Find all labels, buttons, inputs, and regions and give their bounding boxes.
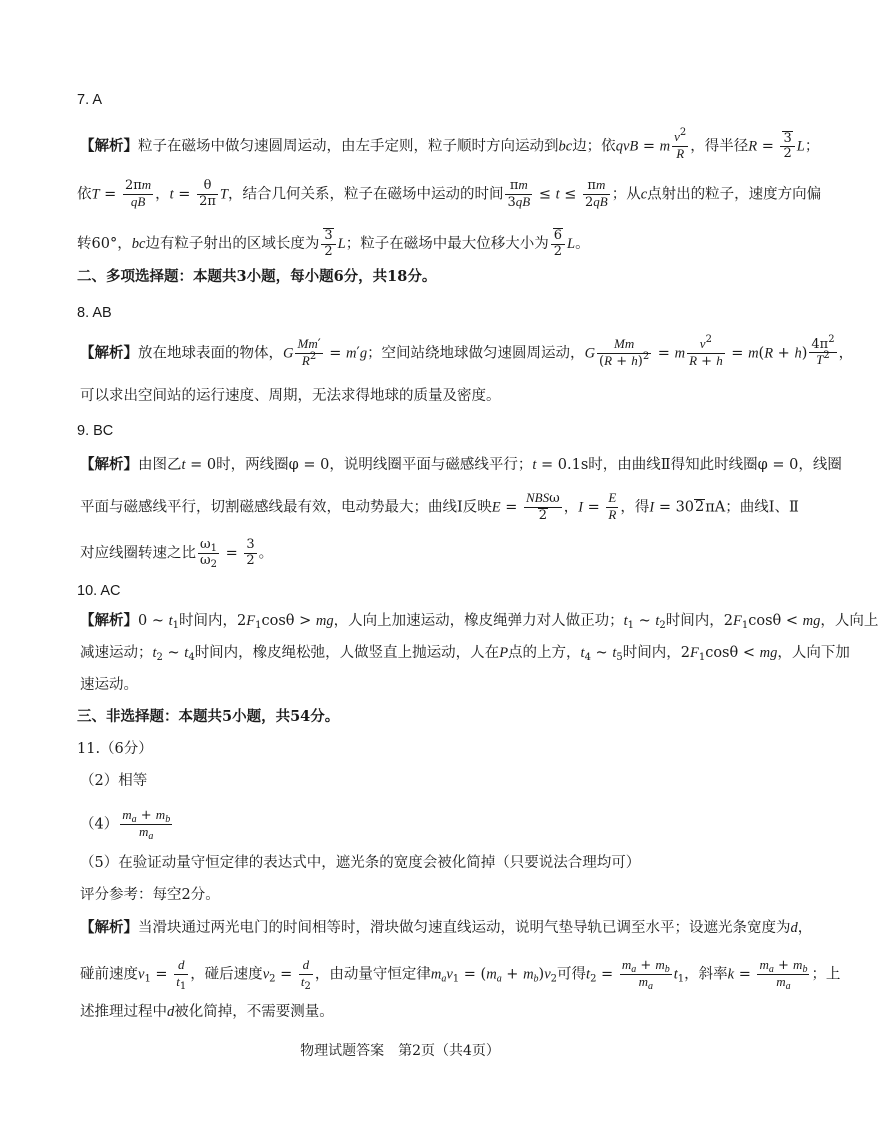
q8-line-1: 【解析】放在地球表面的物体，G $\frac{Mm'}{R^2}$ = m′g；空间站绕地球做匀速圆周运动，G $\frac{Mm}{(R + h)^2}$ = m $\frac{v^2}{R + h}$ = m(R + h) $\frac{4\pi^2}{T^2}$ ， bbox=[80, 333, 854, 369]
analysis-tag: 【解析】 bbox=[80, 137, 138, 155]
q9-header: 9. BC bbox=[77, 423, 114, 439]
q11-score-note: 评分参考：每空2分。 bbox=[80, 887, 220, 903]
q7-header: 7. A bbox=[77, 92, 102, 108]
q10-line-1: 【解析】0 ~ $t_1$时间内，$2F_1\cos\theta$ > mg，人向上加速运动，橡皮绳弹力对人做正功；$t_1$ ~ $t_2$时间内，$2F_1\cos\theta$ < mg，人向上 bbox=[80, 612, 878, 631]
q10-line-3: 速运动。 bbox=[80, 677, 138, 693]
section-3-heading: 三、非选择题：本题共5小题，共54分。 bbox=[77, 708, 340, 725]
q9-line-3: 对应线圈转速之比 $\frac{\omega_1}{\omega_2}$ = $\frac{3}{2}$ 。 bbox=[80, 537, 274, 570]
section-2-heading: 二、多项选择题：本题共3小题，每小题6分，共18分。 bbox=[77, 268, 437, 285]
q11-part-4: （4） $\frac{m_a + m_b}{m_a}$ bbox=[80, 807, 171, 842]
q10-header: 10. AC bbox=[77, 583, 121, 599]
q7-line-1: 【解析】粒子在磁场中做匀速圆周运动，由左手定则，粒子顺时方向运动到bc边；依qvB = m $\frac{v^2}{R}$ ，得半径R = $\frac{3}{2}$ L； bbox=[80, 127, 820, 162]
q7-line-2: 依T = $\frac{2\pi m}{qB}$ ，t = $\frac{\theta}{2\pi}$ T，结合几何关系，粒子在磁场中运动的时间 $\frac{\pi m}{3qB}$ ≤ t ≤ $\frac{\pi m}{2qB}$ ；从c点射出的粒子，速度方向偏 bbox=[77, 177, 822, 210]
analysis-tag: 【解析】 bbox=[80, 344, 138, 362]
q11-line-1: 【解析】当滑块通过两光电门的时间相等时，滑块做匀速直线运动，说明气垫导轨已调至水平；设遮光条宽度为d， bbox=[80, 919, 813, 936]
q11-line-3: 述推理过程中d被化简掉，不需要测量。 bbox=[80, 1004, 334, 1020]
q11-header: 11.（6分） bbox=[77, 741, 153, 757]
q9-line-1: 【解析】由图乙t = 0时，两线圈φ = 0，说明线圈平面与磁感线平行；t = 0.1s时，由曲线Ⅱ得知此时线圈φ = 0，线圈 bbox=[80, 456, 842, 473]
q10-line-2: 减速运动；$t_2$ ~ $t_4$时间内，橡皮绳松弛，人做竖直上抛运动，人在P点的上方，$t_4$ ~ $t_5$时间内，$2F_1\cos\theta$ < mg，人向下加 bbox=[80, 645, 850, 663]
q8-header: 8. AB bbox=[77, 305, 112, 321]
q7-line-3: 转60°，bc边有粒子射出的区域长度为 $\frac{3}{2}$ L；粒子在磁场中最大位移大小为 $\frac{6}{2}$ L。 bbox=[77, 228, 590, 259]
q9-line-2: 平面与磁感线平行，切割磁感线最有效，电动势最大；曲线Ⅰ反映E = $\frac{\text{NBSω}}{2}$ ，I = $\frac{E}{R}$ ，得I = 302πA；曲线Ⅰ、Ⅱ bbox=[80, 490, 799, 523]
analysis-tag: 【解析】 bbox=[80, 456, 138, 473]
q11-part-5: （5）在验证动量守恒定律的表达式中，遮光条的宽度会被化简掉（只要说法合理均可） bbox=[80, 855, 641, 871]
page-footer: 物理试题答案 第2页（共4页） bbox=[300, 1043, 500, 1059]
analysis-tag: 【解析】 bbox=[80, 612, 138, 629]
q11-line-2: 碰前速度$v_1$ = $\frac{d}{t_1}$ ，碰后速度$v_2$ = $\frac{d}{t_2}$ ，由动量守恒定律$m_av_1 = (m_a + m_b)v_2$可得$t_2$ = $\frac{m_a + m_b}{m_a}$ $t_1$，斜率k = $\frac{m_a + m_b}{m_a}$ ；上 bbox=[80, 957, 841, 992]
q11-part-2: （2）相等 bbox=[80, 773, 148, 789]
analysis-tag: 【解析】 bbox=[80, 919, 138, 936]
q8-line-2: 可以求出空间站的运行速度、周期，无法求得地球的质量及密度。 bbox=[80, 388, 501, 404]
